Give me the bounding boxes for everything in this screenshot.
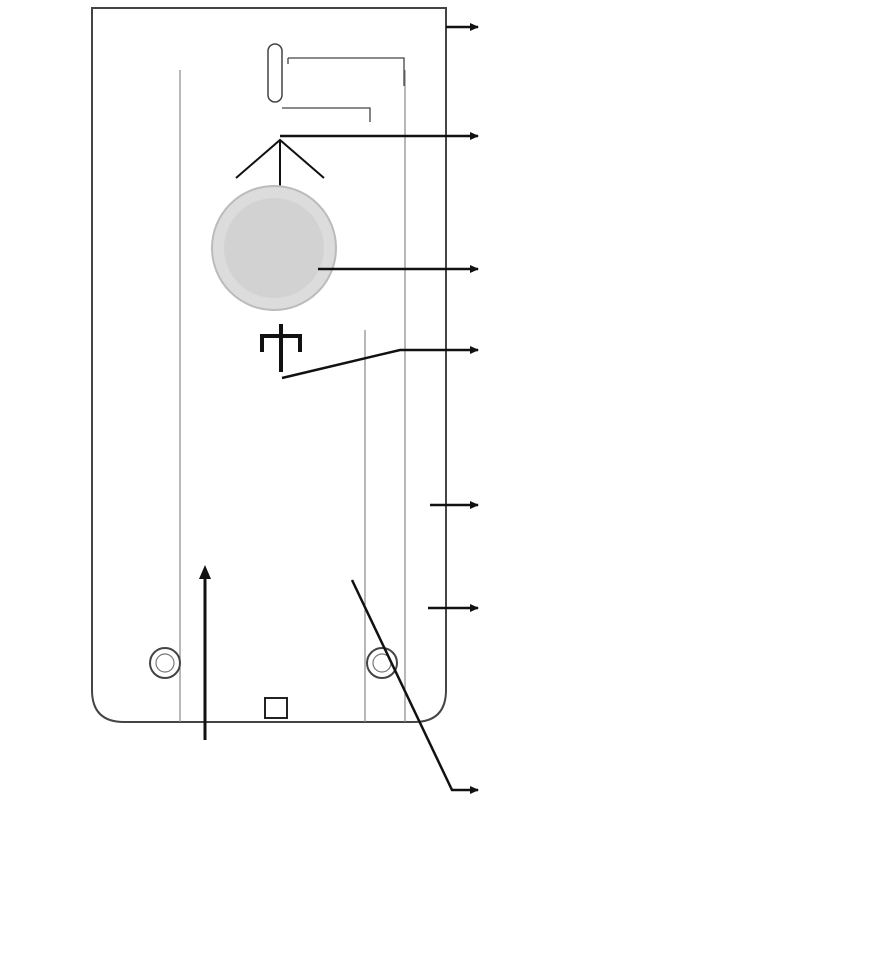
base-plate-outline [92,8,446,722]
plate-slot [268,44,282,102]
screw-hole [150,648,180,678]
lanyard-slot [265,698,287,718]
